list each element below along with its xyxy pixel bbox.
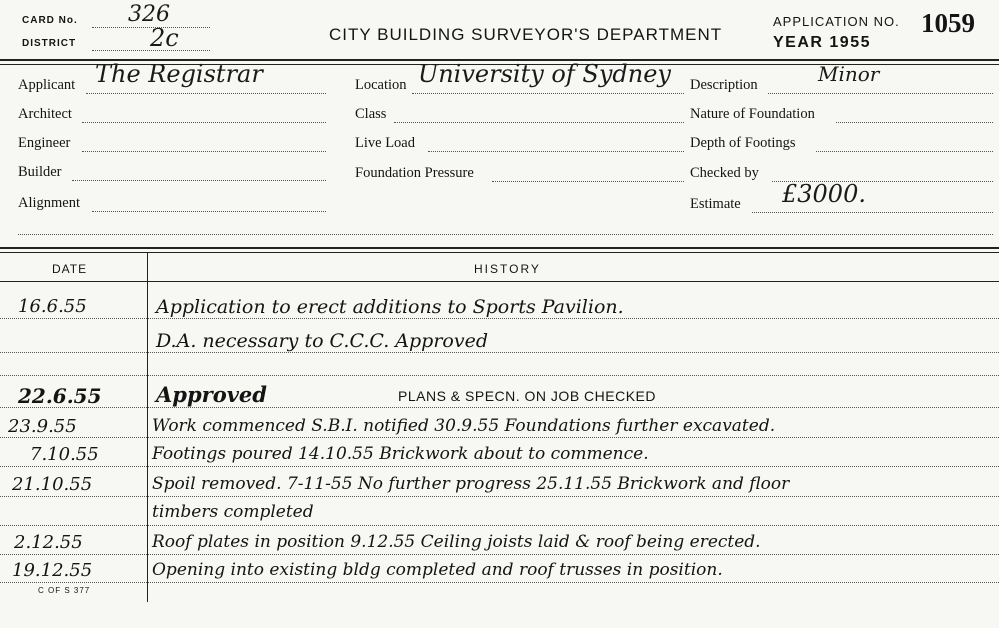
history-date-1: 16.6.55 [18, 296, 87, 317]
history-date-9: 19.12.55 [12, 560, 93, 581]
history-entry-5: Footings poured 14.10.55 Brickwork about to commence. [152, 444, 649, 464]
department-title: CITY BUILDING SURVEYOR'S DEPARTMENT [329, 25, 723, 44]
depth-of-footings-label: Depth of Footings [690, 135, 796, 151]
nature-of-foundation-label: Nature of Foundation [690, 106, 815, 122]
card-no-label: CARD No. [22, 15, 78, 26]
description-label: Description [690, 77, 758, 93]
checked-by-label: Checked by [690, 165, 759, 181]
location-label: Location [355, 77, 407, 93]
engineer-label: Engineer [18, 135, 71, 151]
history-entry-2: D.A. necessary to C.C.C. Approved [156, 330, 489, 352]
history-entry-3: Approved [156, 382, 267, 407]
card-no-value: 326 [128, 2, 170, 27]
history-column-header: HISTORY [474, 262, 541, 276]
architect-label: Architect [18, 106, 72, 122]
live-load-label: Live Load [355, 135, 415, 151]
history-entry-9: Opening into existing bldg completed and roof trusses in position. [152, 560, 723, 580]
history-entry-7: timbers completed [152, 502, 314, 522]
district-label: DISTRICT [22, 38, 77, 49]
history-entry-8: Roof plates in position 9.12.55 Ceiling joists laid & roof being erected. [152, 532, 761, 552]
location-value: University of Sydney [418, 60, 671, 88]
year-label: YEAR 1955 [773, 34, 871, 51]
alignment-label: Alignment [18, 195, 81, 211]
history-date-6: 21.10.55 [12, 474, 93, 495]
history-entry-6: Spoil removed. 7-11-55 No further progress 25.11.55 Brickwork and floor [152, 474, 790, 494]
history-date-4: 23.9.55 [8, 416, 77, 437]
estimate-label: Estimate [690, 196, 741, 212]
applicant-value: The Registrar [95, 60, 263, 88]
plans-checked-stamp: PLANS & SPECN. ON JOB CHECKED [398, 388, 657, 404]
application-no-label: APPLICATION NO. [773, 14, 900, 29]
history-entry-4: Work commenced S.B.I. notified 30.9.55 Foundations further excavated. [152, 416, 776, 436]
description-value: Minor [818, 62, 880, 86]
class-label: Class [355, 106, 387, 122]
estimate-value: £3000. [782, 180, 866, 208]
history-date-8: 2.12.55 [14, 532, 83, 553]
history-date-5: 7.10.55 [30, 444, 99, 465]
foundation-pressure-label: Foundation Pressure [355, 165, 474, 181]
date-column-header: DATE [52, 262, 88, 276]
applicant-label: Applicant [18, 77, 76, 93]
history-date-3: 22.6.55 [18, 384, 102, 408]
builder-label: Builder [18, 164, 62, 180]
history-entry-1: Application to erect additions to Sports Pavilion. [156, 296, 624, 318]
form-code: C OF S 377 [38, 586, 91, 595]
district-value: 2c [150, 24, 179, 52]
application-no-value: 1059 [921, 8, 975, 38]
